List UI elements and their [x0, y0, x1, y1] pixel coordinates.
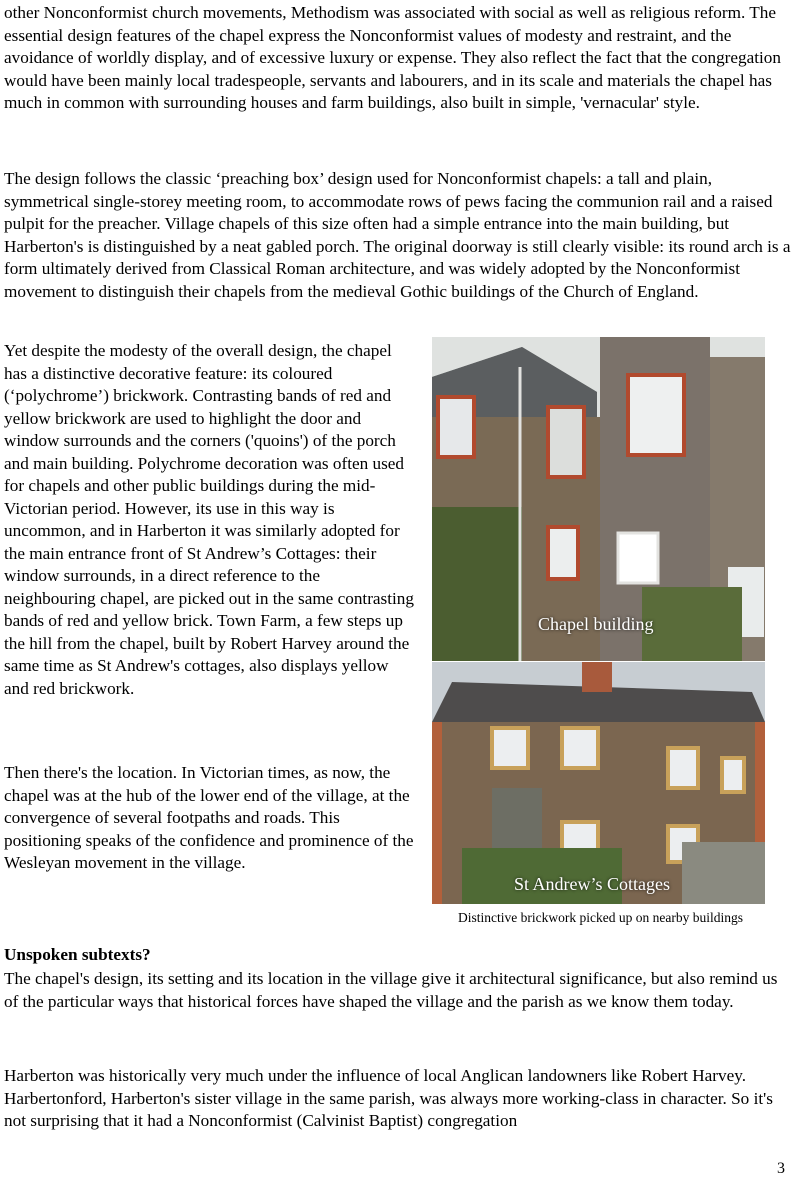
body-paragraph-1: other Nonconformist church movements, Methodism was associated with social as well as religious reform. The essential design features of the chapel express the Nonconformist values of modesty and restraint, and the avoidance of worldly display, and of excessive luxury or expense. They also reflect the fact that the congregation would have been mainly local tradespeople, servants and labourers, and in its scale and materials the chapel has much in common with surrounding houses and farm buildings, also built in simple, 'vernacular' style.	[4, 3, 781, 112]
chapel-building-label: Chapel building	[538, 614, 654, 634]
body-paragraph-5: The chapel's design, its setting and its location in the village give it architectural significance, but also remind us of the particular ways that historical forces have shaped the village and the parish as we know them today.	[4, 969, 778, 1011]
st-andrews-cottages-label: St Andrew’s Cottages	[514, 874, 670, 894]
page-number: 3	[777, 1160, 785, 1177]
body-paragraph-6: Harberton was historically very much under the influence of local Anglican landowners like Robert Harvey. Harbertonford, Harberton's sister village in the same parish, was always more working-class in character. So it's not surprising that it had a Nonconformist (Calvinist Baptist) congregation	[4, 1066, 773, 1130]
st-andrews-cottages-photo	[432, 662, 765, 904]
body-paragraph-2: The design follows the classic ‘preaching box’ design used for Nonconformist chapels: a tall and plain, symmetrical single-storey meeting room, to accommodate rows of pews facing the communion rail and a raised pulpit for the preacher. Village chapels of this size often had a simple entrance into the main building, but Harberton's is distinguished by a neat gabled porch. The original doorway is still clearly visible: its round arch is a form ultimately derived from Classical Roman architecture, and was widely adopted by the Nonconformist movement to distinguish their chapels from the medieval Gothic buildings of the Church of England.	[4, 169, 791, 301]
body-paragraph-4: Then there's the location. In Victorian times, as now, the chapel was at the hub of the lower end of the village, at the convergence of several footpaths and roads. This positioning speaks of the confidence and prominence of the Wesleyan movement in the village.	[4, 763, 414, 872]
body-paragraph-3: Yet despite the modesty of the overall design, the chapel has a distinctive decorative feature: its coloured (‘polychrome’) brickwork. Contrasting bands of red and yellow brickwork are used to highlight the door and window surrounds and the corners ('quoins') of the porch and main building. Polychrome decoration was often used for chapels and other public buildings during the mid-Victorian period. However, its use in this way is uncommon, and in Harberton it was similarly adopted for the main entrance front of St Andrew’s Cottages: their window surrounds, in a direct reference to the neighbouring chapel, are picked out in the same contrasting bands of red and yellow brick. Town Farm, a few steps up the hill from the chapel, built by Robert Harvey around the same time as St Andrew's cottages, also displays yellow and red brickwork.	[4, 341, 414, 698]
section-heading: Unspoken subtexts?	[4, 945, 151, 964]
chapel-building-photo	[432, 337, 765, 661]
figure-caption: Distinctive brickwork picked up on nearby buildings	[458, 910, 743, 925]
